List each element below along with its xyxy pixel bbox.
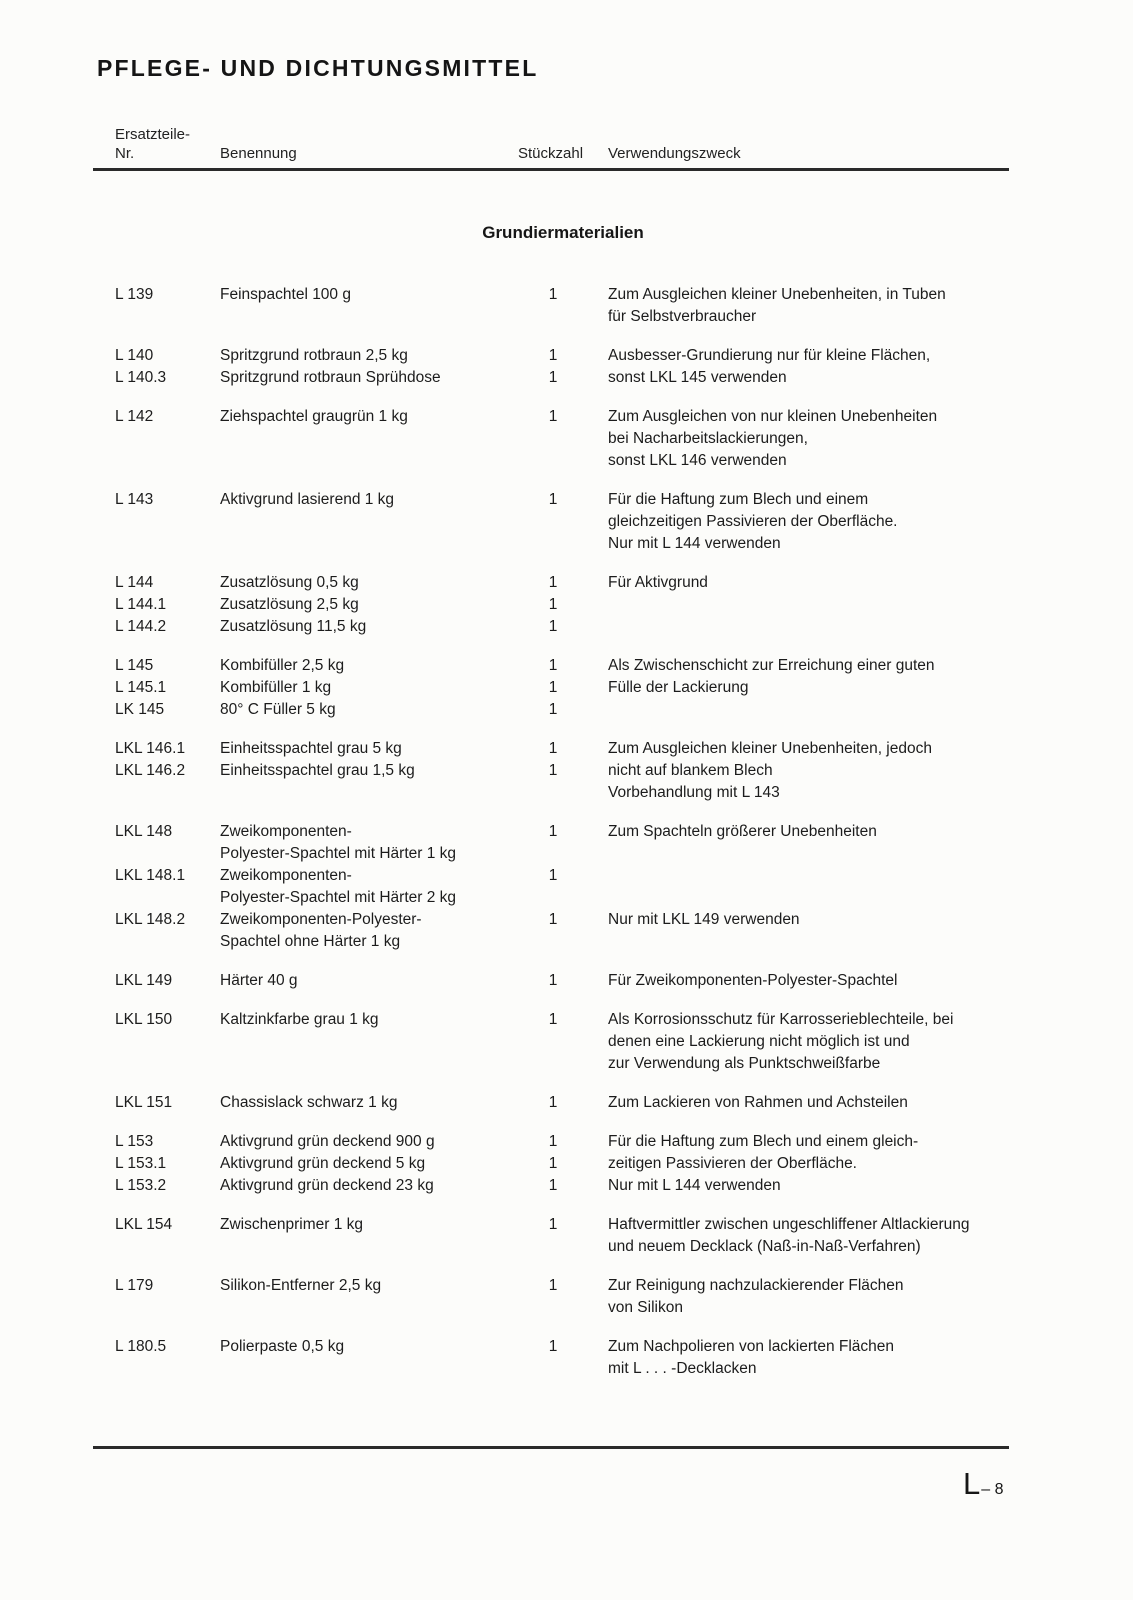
part-name [220,284,518,306]
column-header-part-number-line2: Nr. [115,145,135,162]
table-row [115,1275,1073,1319]
part-number [115,489,220,511]
part-purpose [588,760,1073,804]
part-quantity [518,594,588,616]
part-purpose [588,1009,1073,1075]
part-purpose [588,1336,1073,1380]
part-purpose-line: nicht auf blankem Blech [608,762,773,779]
part-quantity [518,738,588,760]
table-row [115,677,1073,699]
part-name-line: Ziehspachtel graugrün 1 kg [220,408,408,425]
parts-table-body [115,284,1073,1397]
part-purpose [588,677,1073,699]
part-number-line: L 145.1 [115,679,167,696]
part-quantity [518,970,588,992]
part-quantity [518,1131,588,1153]
part-purpose [588,1214,1073,1258]
table-row [115,1214,1073,1258]
part-name-line: Aktivgrund lasierend 1 kg [220,491,395,508]
part-name-line: Härter 40 g [220,972,298,989]
part-name-line: Polierpaste 0,5 kg [220,1338,345,1355]
table-group [115,572,1073,638]
part-number-line: L 179 [115,1277,154,1294]
table-group [115,406,1073,472]
part-quantity-line: 1 [548,823,558,840]
part-quantity-line: 1 [548,408,558,425]
table-row [115,821,1073,865]
part-number [115,821,220,843]
part-purpose [588,821,1073,843]
part-quantity-line: 1 [548,762,558,779]
part-quantity-line: 1 [548,491,558,508]
part-number-line: LKL 148 [115,823,173,840]
part-name-line: Silikon-Entferner 2,5 kg [220,1277,382,1294]
part-number [115,677,220,699]
part-name-line: Zusatzlösung 11,5 kg [220,618,367,635]
part-purpose-line: Zum Lackieren von Rahmen und Achsteilen [608,1094,908,1111]
table-row [115,594,1073,616]
part-quantity [518,1175,588,1197]
part-name-line: Zweikomponenten-Polyester- [220,911,422,928]
part-quantity [518,489,588,511]
part-number [115,970,220,992]
part-number-line: L 144 [115,574,154,591]
part-purpose-line: gleichzeitigen Passivieren der Oberfläche. [608,513,898,530]
part-number [115,1275,220,1297]
part-purpose-line: Als Korrosionsschutz für Karrosserieblechteile, bei [608,1011,954,1028]
table-group [115,655,1073,721]
part-quantity [518,1275,588,1297]
part-purpose [588,1275,1073,1319]
part-quantity-line: 1 [548,596,558,613]
part-purpose-line: Zur Reinigung nachzulackierender Flächen [608,1277,904,1294]
part-purpose-line: Zum Ausgleichen kleiner Unebenheiten, jedoch [608,740,932,757]
part-name [220,489,518,511]
part-number-line: L 140.3 [115,369,167,386]
part-name [220,760,518,782]
part-number-line: L 153 [115,1133,154,1150]
part-quantity [518,1092,588,1114]
column-header-purpose: Verwendungszweck [608,145,741,162]
part-purpose-line: bei Nacharbeitslackierungen, [608,430,808,447]
part-purpose-line: Für Zweikomponenten-Polyester-Spachtel [608,972,898,989]
part-purpose-line: zeitigen Passivieren der Oberfläche. [608,1155,857,1172]
part-number [115,760,220,782]
table-row [115,1336,1073,1380]
table-row [115,970,1073,992]
part-purpose [588,970,1073,992]
table-group [115,1009,1073,1075]
part-name-line: Zusatzlösung 0,5 kg [220,574,359,591]
part-name-line: Kombifüller 1 kg [220,679,332,696]
part-name-line: Zwischenprimer 1 kg [220,1216,363,1233]
part-number [115,616,220,638]
part-name [220,865,518,909]
table-row [115,345,1073,367]
part-number-line: LKL 146.2 [115,762,186,779]
part-number-line: L 144.2 [115,618,167,635]
part-name [220,821,518,865]
column-header-designation: Benennung [220,145,297,162]
part-purpose [588,738,1073,760]
part-quantity [518,821,588,843]
part-purpose-line: Für die Haftung zum Blech und einem [608,491,869,508]
part-number [115,572,220,594]
part-name [220,1214,518,1236]
part-quantity-line: 1 [548,1133,558,1150]
part-purpose [588,406,1073,472]
column-header-part-number-line1: Ersatzteile- [115,126,191,143]
table-group [115,821,1073,953]
table-group [115,1214,1073,1258]
part-name-line: Einheitsspachtel grau 1,5 kg [220,762,415,779]
part-number-line: L 143 [115,491,154,508]
part-name [220,367,518,389]
page-number-sub: – 8 [981,1481,1004,1498]
table-row [115,406,1073,472]
part-purpose-line: Als Zwischenschicht zur Erreichung einer guten [608,657,935,674]
part-purpose-line: denen eine Lackierung nicht möglich ist und [608,1033,910,1050]
part-quantity [518,1214,588,1236]
part-name-line: Aktivgrund grün deckend 900 g [220,1133,435,1150]
part-name [220,572,518,594]
part-purpose [588,1175,1073,1197]
part-name-line: Einheitsspachtel grau 5 kg [220,740,402,757]
part-purpose [588,345,1073,367]
part-purpose-line: Vorbehandlung mit L 143 [608,784,780,801]
part-quantity [518,677,588,699]
table-row [115,699,1073,721]
part-name-line: Polyester-Spachtel mit Härter 1 kg [220,845,457,862]
table-row [115,909,1073,953]
part-quantity [518,1336,588,1358]
part-quantity [518,572,588,594]
part-quantity-line: 1 [548,347,558,364]
part-number-line: L 153.1 [115,1155,167,1172]
part-purpose-line: sonst LKL 146 verwenden [608,452,787,469]
part-quantity-line: 1 [548,1338,558,1355]
part-name-line: Spritzgrund rotbraun 2,5 kg [220,347,408,364]
part-number [115,1175,220,1197]
part-quantity [518,865,588,887]
part-name-line: Zweikomponenten- [220,823,352,840]
part-name [220,677,518,699]
table-group [115,738,1073,804]
part-name-line: Polyester-Spachtel mit Härter 2 kg [220,889,457,906]
table-row [115,1092,1073,1114]
part-purpose-line: Haftvermittler zwischen ungeschliffener Altlackierung [608,1216,970,1233]
part-purpose [588,367,1073,389]
part-purpose-line: Ausbesser-Grundierung nur für kleine Flächen, [608,347,931,364]
part-number-line: L 145 [115,657,154,674]
part-quantity-line: 1 [548,369,558,386]
part-name [220,1009,518,1031]
column-header-part-number [115,125,190,163]
part-name [220,1092,518,1114]
part-number-line: L 142 [115,408,154,425]
part-quantity [518,1009,588,1031]
table-group [115,284,1073,328]
part-number [115,1214,220,1236]
part-quantity-line: 1 [548,1011,558,1028]
part-purpose-line: Zum Spachteln größerer Unebenheiten [608,823,877,840]
table-row [115,1175,1073,1197]
table-group [115,489,1073,555]
section-title: Grundiermaterialien [482,223,644,242]
table-row [115,616,1073,638]
part-name [220,909,518,953]
part-number-line: LKL 150 [115,1011,173,1028]
table-row [115,284,1073,328]
part-number [115,284,220,306]
part-purpose-line: sonst LKL 145 verwenden [608,369,787,386]
table-group [115,1275,1073,1319]
part-purpose-line: Für Aktivgrund [608,574,708,591]
part-name [220,1153,518,1175]
part-number-line: LKL 149 [115,972,173,989]
part-purpose [588,655,1073,677]
part-name [220,1131,518,1153]
part-purpose-line: Zum Ausgleichen von nur kleinen Unebenheiten [608,408,938,425]
part-quantity-line: 1 [548,701,558,718]
table-row [115,367,1073,389]
part-quantity-line: 1 [548,740,558,757]
part-quantity-line: 1 [548,972,558,989]
part-quantity-line: 1 [548,657,558,674]
table-row [115,1131,1073,1153]
part-purpose [588,1153,1073,1175]
part-name [220,594,518,616]
part-number [115,699,220,721]
part-number [115,865,220,887]
part-name-line: Aktivgrund grün deckend 5 kg [220,1155,426,1172]
part-quantity-line: 1 [548,1216,558,1233]
part-name-line: 80° C Füller 5 kg [220,701,336,718]
part-number-line: L 144.1 [115,596,167,613]
table-row [115,572,1073,594]
part-purpose-line: Für die Haftung zum Blech und einem gleich- [608,1133,919,1150]
part-purpose [588,909,1073,931]
part-purpose-line: Zum Nachpolieren von lackierten Flächen [608,1338,895,1355]
part-name [220,699,518,721]
part-number [115,594,220,616]
header-rule [93,168,1009,171]
part-number-line: LKL 148.2 [115,911,186,928]
part-purpose-line: für Selbstverbraucher [608,308,757,325]
part-quantity-line: 1 [548,911,558,928]
page-number [963,1466,1004,1502]
table-group [115,1092,1073,1114]
part-name [220,1336,518,1358]
part-number [115,1336,220,1358]
part-number [115,1092,220,1114]
part-number-line: LK 145 [115,701,165,718]
part-name-line: Feinspachtel 100 g [220,286,351,303]
table-group [115,1336,1073,1380]
part-name [220,738,518,760]
part-quantity-line: 1 [548,867,558,884]
part-quantity [518,345,588,367]
part-quantity [518,760,588,782]
part-name [220,616,518,638]
part-quantity [518,909,588,931]
part-quantity [518,616,588,638]
part-purpose-line: Fülle der Lackierung [608,679,749,696]
part-name [220,1175,518,1197]
part-number-line: LKL 146.1 [115,740,186,757]
table-group [115,970,1073,992]
part-purpose [588,1131,1073,1153]
part-number [115,1153,220,1175]
part-number [115,655,220,677]
part-name [220,345,518,367]
part-number-line: L 140 [115,347,154,364]
part-purpose-line: Nur mit LKL 149 verwenden [608,911,800,928]
part-name [220,970,518,992]
table-row [115,865,1073,909]
part-name-line: Aktivgrund grün deckend 23 kg [220,1177,434,1194]
page-number-main: L [963,1466,981,1501]
part-number-line: LKL 148.1 [115,867,186,884]
part-name-line: Spritzgrund rotbraun Sprühdose [220,369,441,386]
part-quantity [518,367,588,389]
part-quantity [518,699,588,721]
part-name-line: Spachtel ohne Härter 1 kg [220,933,401,950]
part-name-line: Kombifüller 2,5 kg [220,657,345,674]
part-number-line: L 180.5 [115,1338,167,1355]
table-row [115,760,1073,804]
part-purpose [588,572,1073,594]
table-row [115,655,1073,677]
part-quantity-line: 1 [548,1277,558,1294]
part-number-line: L 139 [115,286,154,303]
table-group [115,1131,1073,1197]
table-group [115,345,1073,389]
part-quantity-line: 1 [548,1155,558,1172]
part-number-line: L 153.2 [115,1177,167,1194]
part-name-line: Chassislack schwarz 1 kg [220,1094,398,1111]
part-purpose-line: Zum Ausgleichen kleiner Unebenheiten, in Tuben [608,286,946,303]
part-purpose-line: zur Verwendung als Punktschweißfarbe [608,1055,881,1072]
part-quantity [518,655,588,677]
part-number [115,1009,220,1031]
part-purpose-line: mit L . . . -Decklacken [608,1360,757,1377]
part-name-line: Kaltzinkfarbe grau 1 kg [220,1011,379,1028]
part-number [115,909,220,931]
page-title: PFLEGE- UND DICHTUNGSMITTEL [97,55,539,81]
table-row [115,489,1073,555]
part-number-line: LKL 151 [115,1094,173,1111]
part-name-line: Zusatzlösung 2,5 kg [220,596,359,613]
part-quantity-line: 1 [548,679,558,696]
table-row [115,1009,1073,1075]
part-name [220,655,518,677]
part-quantity [518,1153,588,1175]
part-name [220,406,518,428]
part-purpose-line: Nur mit L 144 verwenden [608,1177,781,1194]
part-number [115,738,220,760]
part-purpose-line: Nur mit L 144 verwenden [608,535,781,552]
footer-rule [93,1446,1009,1449]
part-quantity-line: 1 [548,618,558,635]
part-purpose [588,284,1073,328]
part-number-line: LKL 154 [115,1216,173,1233]
column-header-quantity: Stückzahl [518,145,584,162]
table-row [115,1153,1073,1175]
part-quantity-line: 1 [548,1094,558,1111]
part-number [115,1131,220,1153]
part-number [115,367,220,389]
part-quantity [518,406,588,428]
part-purpose-line: und neuem Decklack (Naß-in-Naß-Verfahren) [608,1238,921,1255]
table-row [115,738,1073,760]
part-number [115,406,220,428]
part-purpose [588,1092,1073,1114]
part-quantity-line: 1 [548,286,558,303]
part-number [115,345,220,367]
part-quantity-line: 1 [548,1177,558,1194]
part-name [220,1275,518,1297]
part-name-line: Zweikomponenten- [220,867,352,884]
part-quantity-line: 1 [548,574,558,591]
part-purpose-line: von Silikon [608,1299,683,1316]
part-quantity [518,284,588,306]
part-purpose [588,489,1073,555]
